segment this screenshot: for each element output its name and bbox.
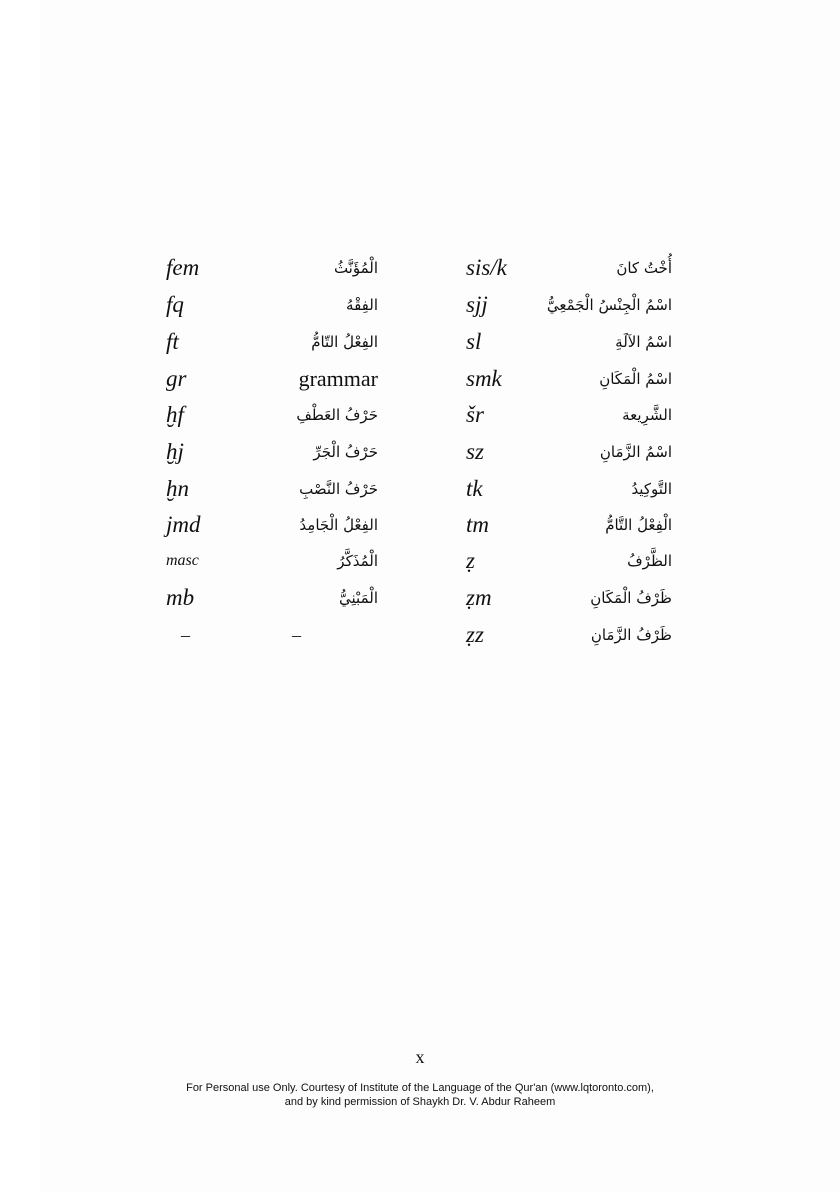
table-row	[0, 511, 840, 547]
arabic-term: الْمُذَكَّرُ	[337, 552, 378, 570]
footer-note	[0, 1081, 840, 1109]
arabic-term: الْمَبْنِيُّ	[339, 589, 378, 607]
abbreviation: sjj	[466, 292, 488, 317]
arabic-term: التَّوكِيدُ	[631, 480, 672, 498]
table-row	[0, 584, 840, 620]
table-row	[0, 291, 840, 327]
page-number: x	[415, 1047, 425, 1067]
abbreviation: ẓz	[466, 622, 484, 647]
abbreviation: šr	[466, 402, 484, 427]
abbreviation: ḫj	[166, 439, 184, 464]
empty-term: –	[292, 625, 301, 645]
table-row	[0, 254, 840, 290]
arabic-term: حَرْفُ الْجَرِّ	[313, 443, 378, 461]
arabic-term: الفِعْلُ التّامُّ	[311, 333, 378, 351]
arabic-term: اسْمُ الْمَكَانِ	[599, 370, 672, 388]
abbreviation: tk	[466, 476, 483, 501]
arabic-term: ظَرْفُ الزَّمَانِ	[590, 626, 672, 644]
arabic-term: اسْمُ الزَّمَانِ	[599, 443, 672, 461]
arabic-term: الشَّرِيعة	[622, 406, 672, 424]
footer-line: and by kind permission of Shaykh Dr. V. Abdur Raheem	[284, 1096, 556, 1108]
empty-abbreviation: –	[181, 625, 190, 645]
abbreviation: sis/k	[466, 255, 507, 280]
arabic-term: حَرْفُ النَّصْبِ	[299, 480, 378, 498]
abbreviation: masc	[166, 552, 199, 569]
arabic-term: ظَرْفُ الْمَكَانِ	[590, 589, 672, 607]
table-row	[0, 621, 840, 657]
abbreviation: tm	[466, 512, 489, 537]
abbreviation: jmd	[166, 512, 201, 537]
arabic-term: اسْمُ الْجِنْسُ الْجَمْعِيُّ	[546, 296, 672, 314]
table-row	[0, 547, 840, 583]
abbreviation: fem	[166, 255, 200, 280]
table-row	[0, 365, 840, 401]
abbreviation: ḫn	[166, 476, 189, 501]
table-row	[0, 328, 840, 364]
footer-line: For Personal use Only. Courtesy of Institute of the Language of the Qur'an (www.lqtoronto.com),	[186, 1082, 654, 1094]
abbreviation: sl	[466, 329, 482, 354]
abbreviation: ft	[166, 329, 179, 354]
arabic-term: الْفِعْلُ التَّامُّ	[605, 516, 672, 534]
arabic-term: اسْمُ الآلَةِ	[615, 333, 672, 351]
arabic-term: حَرْفُ العَطْفِ	[296, 406, 378, 424]
arabic-term: الظَّرْفُ	[627, 552, 672, 570]
table-row	[0, 401, 840, 437]
table-row	[0, 438, 840, 474]
arabic-term: الْمُؤَنَّثُ	[333, 259, 378, 277]
abbreviation: sz	[466, 439, 484, 464]
abbreviation: ẓm	[466, 585, 492, 610]
abbreviation: mb	[166, 585, 195, 610]
arabic-term: أُخْتُ كانَ	[616, 259, 672, 277]
abbreviation: fq	[166, 292, 184, 317]
table-row	[0, 475, 840, 511]
abbreviation: gr	[166, 366, 187, 391]
abbreviation: ẓ	[466, 548, 475, 573]
abbreviation: smk	[466, 366, 502, 391]
abbreviation: ḫf	[166, 402, 184, 427]
arabic-term: الفِعْلُ الْجَامِدُ	[299, 516, 378, 534]
english-term: grammar	[298, 366, 378, 391]
arabic-term: الفِقْهُ	[346, 296, 378, 314]
